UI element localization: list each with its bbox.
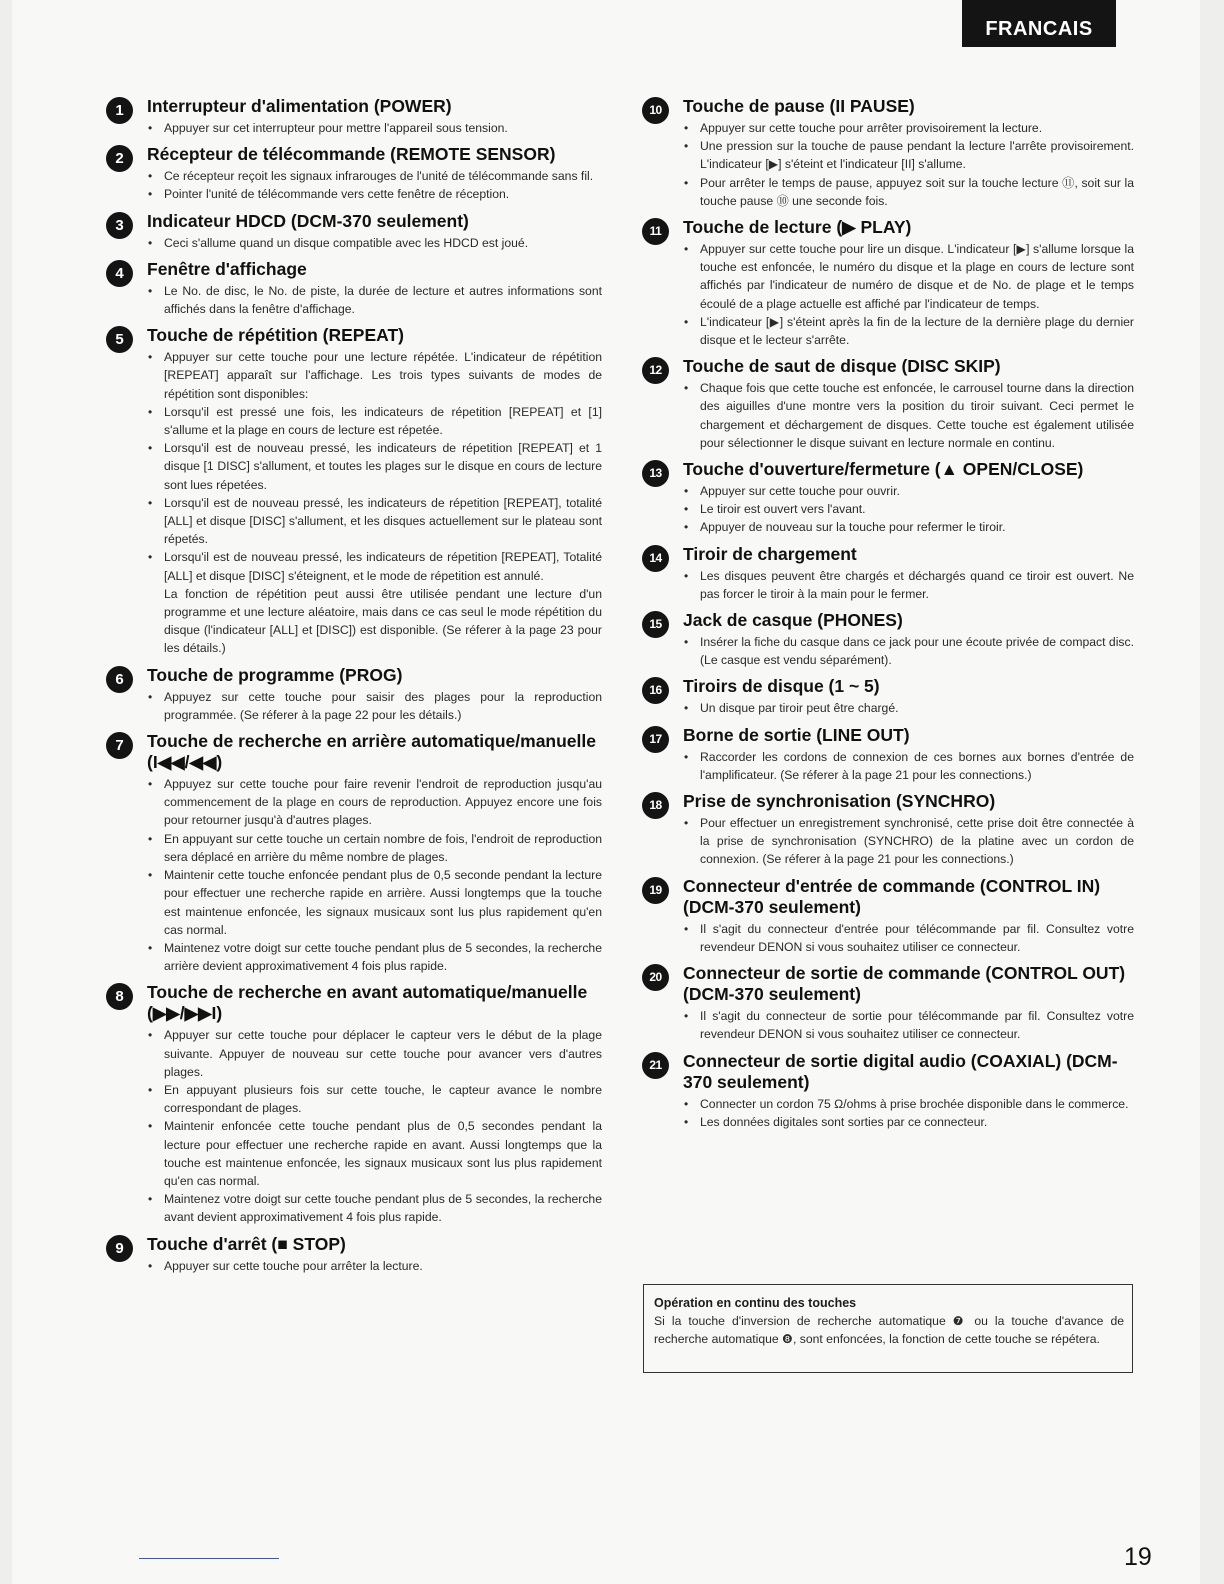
item-number-badge: 12	[642, 357, 669, 384]
item-bullets	[683, 1095, 1134, 1131]
item-bullets	[147, 775, 602, 975]
item-title: Récepteur de télécommande (REMOTE SENSOR)	[147, 144, 556, 165]
bullet-text: • Pour effectuer un enregistrement synchronisé, cette prise doit être connectée à la prise de synchronisation (SYNCHRO) de la platine avec un cordon de connexion. (Se réferer à la page 21 pour les connections.)	[683, 814, 1134, 869]
control-item-5	[106, 325, 602, 657]
bullet-text: • Appuyez sur cette touche pour faire revenir l'endroit de reproduction jusqu'au commencement de la plage en cours de reproduction. Appuyez encore une fois pour retourner jusqu'à d'autres plages.	[147, 775, 602, 830]
item-bullets	[147, 348, 602, 585]
item-title: Touche de pause (II PAUSE)	[683, 96, 915, 116]
bullet-text: • Maintenez votre doigt sur cette touche pendant plus de 5 secondes, la recherche arrière devient approximativement 4 fois plus rapide.	[147, 939, 602, 975]
item-title: Touche d'ouverture/fermeture (▲ OPEN/CLOSE)	[683, 459, 1084, 480]
item-number-badge: 7	[106, 732, 133, 759]
bullet-text: • Ceci s'allume quand un disque compatible avec les HDCD est joué.	[147, 234, 602, 252]
item-bullets	[147, 1026, 602, 1226]
item-title: Touche de programme (PROG)	[147, 664, 403, 685]
bullet-text: • Maintenir cette touche enfoncée pendant plus de 0,5 seconde pendant la lecture pour effectuer une recherche rapide en arrière. Aussi longtemps que la touche est maintenue enfoncée, les signaux musicaux sont lus plus rapidement qu'en cas normal.	[147, 866, 602, 939]
item-bullets	[683, 1007, 1134, 1043]
control-item-13	[642, 459, 1134, 537]
item-bullets	[683, 814, 1134, 869]
item-bullets	[147, 1257, 602, 1275]
control-item-18	[642, 791, 1134, 869]
item-bullets	[147, 282, 602, 318]
control-item-19	[642, 876, 1134, 956]
bullet-text: • Lorsqu'il est pressé une fois, les indicateurs de répetition [REPEAT] et [1] s'allume et la plage en cours de lecture est répetée.	[147, 403, 602, 439]
item-title: Prise de synchronisation (SYNCHRO)	[683, 791, 996, 812]
bullet-text: • L'indicateur [▶] s'éteint après la fin de la lecture de la dernière plage du dernier disque et le lecteur s'arrête.	[683, 313, 1134, 349]
item-number-badge: 14	[642, 545, 669, 572]
bullet-text: • Connecter un cordon 75 Ω/ohms à prise brochée disponible dans le commerce.	[683, 1095, 1134, 1113]
control-item-21	[642, 1051, 1134, 1131]
control-item-15	[642, 610, 1134, 669]
bullet-text: • Lorsqu'il est de nouveau pressé, les indicateurs de répetition [REPEAT], totalité [ALL] et disque [DISC] s'allument, et les disques actuellement sur le plateau sont répetés.	[147, 494, 602, 549]
bullet-text: • Appuyer sur cette touche pour ouvrir.	[683, 482, 1134, 500]
item-bullets	[683, 920, 1134, 956]
item-bullets	[147, 688, 602, 724]
control-item-8	[106, 982, 602, 1226]
bullet-text: • Appuyer sur cette touche pour une lecture répétée. L'indicateur de répétition [REPEAT] apparaît sur l'affichage. Les trois types suivants de modes de répétition sont disponibles:	[147, 348, 602, 403]
control-item-11	[642, 217, 1134, 349]
bullet-text: • Appuyer sur cette touche pour arrêter la lecture.	[147, 1257, 602, 1275]
item-title: Connecteur de sortie de commande (CONTROL OUT) (DCM-370 seulement)	[683, 963, 1126, 1005]
item-number-badge: 13	[642, 460, 669, 487]
note-title: Opération en continu des touches	[654, 1296, 857, 1310]
bullet-text: • Appuyer sur cette touche pour lire un disque. L'indicateur [▶] s'allume lorsque la touche est enfoncée, le numéro du disque et la plage en cours de lecture sont affichés par l'indicateur de numéro de disque et de No. de plage et le temps écoulé de a plage actuelle est affiché par l'indicateur de temps.	[683, 240, 1134, 313]
manual-page	[12, 0, 1200, 1584]
bullet-text: • Pour arrêter le temps de pause, appuyez soit sur la touche lecture ⑪, soit sur la touche pause ⑩ une seconde fois.	[683, 174, 1134, 210]
control-item-14	[642, 544, 1134, 603]
right-column	[642, 96, 1134, 1138]
item-bullets	[147, 234, 602, 252]
item-bullets	[683, 240, 1134, 349]
item-number-badge: 19	[642, 877, 669, 904]
item-number-badge: 4	[106, 260, 133, 287]
bullet-text: • Il s'agit du connecteur d'entrée pour télécommande par fil. Consultez votre revendeur DENON si vous souhaitez utiliser ce connecteur.	[683, 920, 1134, 956]
bullet-text: • Insérer la fiche du casque dans ce jack pour une écoute privée de compact disc. (Le casque est vendu séparément).	[683, 633, 1134, 669]
item-bullets	[683, 633, 1134, 669]
control-item-2	[106, 144, 602, 203]
item-title: Fenêtre d'affichage	[147, 258, 307, 279]
control-item-20	[642, 963, 1134, 1043]
control-item-12	[642, 356, 1134, 452]
control-item-7	[106, 731, 602, 975]
item-number-badge: 10	[642, 97, 669, 124]
item-title: Interrupteur d'alimentation (POWER)	[147, 96, 452, 116]
item-bullets	[683, 379, 1134, 452]
item-number-badge: 16	[642, 677, 669, 704]
bullet-text: • Appuyer sur cette touche pour arrêter provisoirement la lecture.	[683, 119, 1134, 137]
bullet-text: • Les disques peuvent être chargés et déchargés quand ce tiroir est ouvert. Ne pas forcer le tiroir à la main pour le fermer.	[683, 567, 1134, 603]
bullet-text: • Pointer l'unité de télécommande vers cette fenêtre de réception.	[147, 185, 602, 203]
bullet-text: • Lorsqu'il est de nouveau pressé, les indicateurs de répetition [REPEAT], Totalité [ALL] et disque [DISC] s'éteignent, et le mode de répetition est annulé.	[147, 548, 602, 584]
bullet-text: • Ce récepteur reçoit les signaux infrarouges de l'unité de télécommande sans fil.	[147, 167, 602, 185]
control-item-3	[106, 211, 602, 252]
bullet-text: • Appuyer sur cet interrupteur pour mettre l'appareil sous tension.	[147, 119, 602, 137]
bullet-text: • Appuyez sur cette touche pour saisir des plages pour la reproduction programmée. (Se réferer à la page 22 pour les détails.)	[147, 688, 602, 724]
item-title: Jack de casque (PHONES)	[683, 610, 903, 631]
item-number-badge: 8	[106, 983, 133, 1010]
item-bullets	[683, 567, 1134, 603]
control-item-4	[106, 259, 602, 318]
item-title: Borne de sortie (LINE OUT)	[683, 724, 910, 745]
bullet-text: • Appuyer sur cette touche pour déplacer le capteur vers le début de la plage suivante. Appuyer de nouveau sur cette touche pour avancer vers d'autres plages.	[147, 1026, 602, 1081]
item-title: Indicateur HDCD (DCM-370 seulement)	[147, 210, 469, 231]
item-title: Touche d'arrêt (■ STOP)	[147, 1233, 346, 1254]
bullet-text: • Le tiroir est ouvert vers l'avant.	[683, 500, 1134, 518]
control-item-1	[106, 96, 602, 137]
language-tab: FRANCAIS	[962, 0, 1116, 47]
item-number-badge: 11	[642, 218, 669, 245]
item-title: Touche de lecture (▶ PLAY)	[683, 217, 912, 238]
left-column	[106, 96, 602, 1282]
item-title: Touche de saut de disque (DISC SKIP)	[683, 356, 1001, 377]
item-number-badge: 9	[106, 1235, 133, 1262]
note-text: Si la touche d'inversion de recherche automatique ❼ ou la touche d'avance de recherche automatique ❽, sont enfoncées, la fonction de cette touche se répétera.	[654, 1314, 1124, 1347]
page-number: 19	[1124, 1543, 1152, 1571]
item-number-badge: 6	[106, 666, 133, 693]
item-bullets	[147, 119, 602, 137]
item-bullets	[147, 167, 602, 203]
item-bullets	[683, 699, 1134, 717]
item-number-badge: 5	[106, 326, 133, 353]
bullet-text: • Il s'agit du connecteur de sortie pour télécommande par fil. Consultez votre revendeur DENON si vous souhaitez utiliser ce connecteur.	[683, 1007, 1134, 1043]
bullet-text: • Le No. de disc, le No. de piste, la durée de lecture et autres informations sont affichés dans la fenêtre d'affichage.	[147, 282, 602, 318]
bullet-text: • Maintenez votre doigt sur cette touche pendant plus de 5 secondes, la recherche avant devient approximativement 4 fois plus rapide.	[147, 1190, 602, 1226]
item-number-badge: 17	[642, 726, 669, 753]
bullet-text: • Les données digitales sont sorties par ce connecteur.	[683, 1113, 1134, 1131]
item-title: Tiroirs de disque (1 ~ 5)	[683, 676, 880, 697]
item-extra-text: La fonction de répétition peut aussi être utilisée pendant une lecture d'un programme et une lecture aléatoire, mais dans ce cas seul le mode répétition du disque (l'indicateur [ALL] et [DISC]) est disponible. (Se réferer à la page 23 pour les détails.)	[164, 586, 602, 656]
bullet-text: • Une pression sur la touche de pause pendant la lecture l'arrête provisoirement. L'indicateur [▶] s'éteint et l'indicateur [II] s'allume.	[683, 137, 1134, 173]
item-bullets	[683, 119, 1134, 210]
item-title: Touche de recherche en avant automatique/manuelle (▶▶/▶▶I)	[147, 982, 588, 1024]
bullet-text: • Chaque fois que cette touche est enfoncée, le carrousel tourne dans la direction des aiguilles d'une montre vers la position du tiroir suivant. Ceci permet le chargement et déchargement de disques. Cette touche est également utilisée pour sélectionner le disque suivant en lecture normale en continu.	[683, 379, 1134, 452]
bullet-text: • En appuyant plusieurs fois sur cette touche, le capteur avance le nombre correspondant de plages.	[147, 1081, 602, 1117]
item-title: Touche de recherche en arrière automatique/manuelle (I◀◀/◀◀)	[147, 731, 596, 773]
control-item-9	[106, 1234, 602, 1275]
bullet-text: • Un disque par tiroir peut être chargé.	[683, 699, 1134, 717]
item-number-badge: 21	[642, 1052, 669, 1079]
item-title: Connecteur de sortie digital audio (COAXIAL) (DCM-370 seulement)	[683, 1050, 1118, 1092]
bullet-text: • Raccorder les cordons de connexion de ces bornes aux bornes d'entrée de l'amplificateur. (Se réferer à la page 21 pour les connections.)	[683, 748, 1134, 784]
bullet-text: • Maintenir enfoncée cette touche pendant plus de 0,5 secondes pendant la lecture pour effectuer une recherche rapide en avant. Aussi longtemps que la touche est maintenue enfoncée, les signaux musicaux sont lus plus rapidement qu'en cas normal.	[147, 1117, 602, 1190]
item-number-badge: 15	[642, 611, 669, 638]
bullet-text: • En appuyant sur cette touche un certain nombre de fois, l'endroit de reproduction sera déplacé en arrière du même nombre de plages.	[147, 830, 602, 866]
item-number-badge: 2	[106, 145, 133, 172]
item-title: Connecteur d'entrée de commande (CONTROL IN) (DCM-370 seulement)	[683, 875, 1101, 917]
control-item-6	[106, 665, 602, 724]
control-item-16	[642, 676, 1134, 717]
bullet-text: • Lorsqu'il est de nouveau pressé, les indicateurs de répetition [REPEAT] et 1 disque [1 DISC] s'allument, et toutes les plages sur le disque en cours de lecture sont lues répetées.	[147, 439, 602, 494]
item-title: Touche de répétition (REPEAT)	[147, 325, 404, 346]
control-item-10	[642, 96, 1134, 210]
footer-rule	[139, 1558, 279, 1559]
item-bullets	[683, 482, 1134, 537]
note-box	[643, 1284, 1133, 1373]
item-number-badge: 18	[642, 792, 669, 819]
item-number-badge: 20	[642, 964, 669, 991]
bullet-text: • Appuyer de nouveau sur la touche pour refermer le tiroir.	[683, 518, 1134, 536]
item-number-badge: 3	[106, 212, 133, 239]
item-title: Tiroir de chargement	[683, 543, 857, 564]
control-item-17	[642, 725, 1134, 784]
item-number-badge: 1	[106, 97, 133, 124]
item-bullets	[683, 748, 1134, 784]
